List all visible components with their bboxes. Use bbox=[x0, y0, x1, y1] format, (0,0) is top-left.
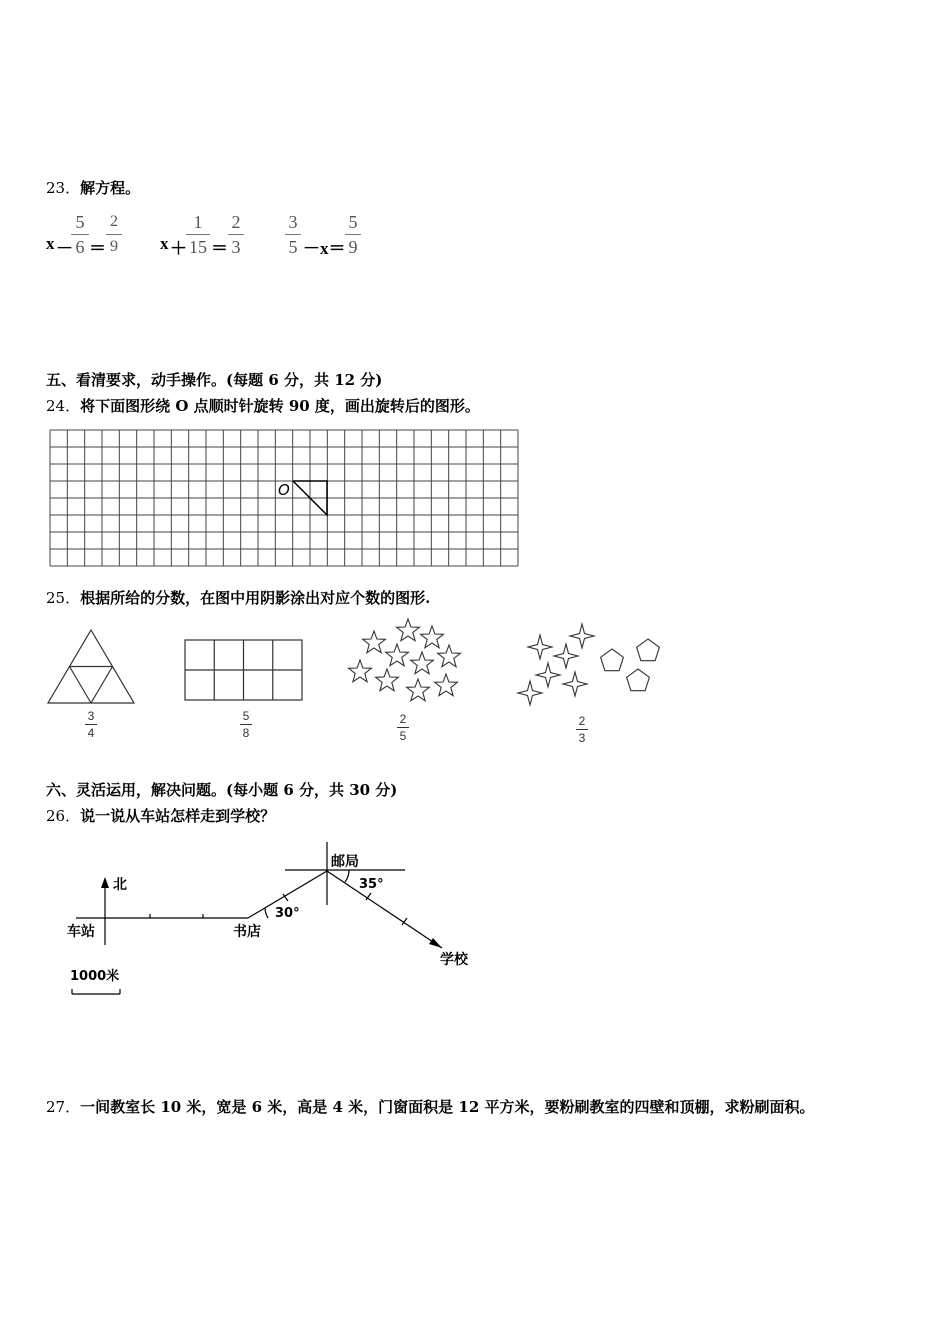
eq2-num-1: 1 bbox=[193, 212, 203, 232]
q25-triangle-figure bbox=[48, 630, 134, 703]
q25-sparkles-figure bbox=[518, 624, 659, 705]
eq2-var: x bbox=[160, 234, 169, 253]
pentagon-icon bbox=[627, 669, 650, 691]
q25-fraction-2-den: 8 bbox=[242, 726, 250, 740]
label-north: 北 bbox=[113, 877, 127, 893]
sparkle-icon bbox=[554, 644, 578, 668]
q24-text: 将下面图形绕 O 点顺时针旋转 90 度，画出旋转后的图形。 bbox=[80, 397, 480, 415]
q25-text: 根据所给的分数，在图中用阴影涂出对应个数的图形. bbox=[80, 589, 431, 607]
q25-fraction-2-num: 5 bbox=[242, 709, 250, 723]
q25-fraction-3-den: 5 bbox=[399, 729, 407, 743]
q25-number: 25． bbox=[46, 589, 81, 607]
eq2-den-1: 15 bbox=[189, 237, 207, 257]
eq3-num-2: 5 bbox=[348, 212, 358, 232]
q25-stars-figure bbox=[349, 619, 461, 701]
q25-fraction-4-den: 3 bbox=[578, 731, 586, 745]
q25-fraction-3-num: 2 bbox=[399, 712, 407, 726]
star-icon bbox=[411, 652, 434, 674]
eq2-num-2: 2 bbox=[231, 212, 241, 232]
q25-rectangle-figure bbox=[185, 640, 302, 700]
eq1-equals: ＝ bbox=[89, 239, 106, 258]
eq2-den-2: 3 bbox=[231, 237, 241, 257]
q27-number: 27． bbox=[46, 1098, 81, 1116]
q25-fraction-4-num: 2 bbox=[578, 714, 586, 728]
q25-fraction-1 bbox=[85, 709, 97, 740]
q26-map bbox=[72, 842, 442, 994]
eq2-op: ＋ bbox=[170, 239, 187, 258]
label-station: 车站 bbox=[67, 924, 95, 940]
label-scale: 1000米 bbox=[70, 969, 120, 984]
eq1-den-1: 6 bbox=[75, 237, 85, 257]
q24-point-o: O bbox=[278, 481, 290, 499]
sparkle-icon bbox=[528, 635, 552, 659]
star-icon bbox=[386, 644, 409, 666]
sparkle-icon bbox=[518, 681, 542, 705]
north-arrow-icon bbox=[101, 877, 109, 888]
q23-title: 解方程。 bbox=[80, 179, 141, 197]
q25-fraction-1-num: 3 bbox=[87, 709, 95, 723]
sparkle-icon bbox=[570, 624, 594, 648]
q27-heading bbox=[46, 1096, 815, 1117]
q25-fraction-1-den: 4 bbox=[87, 726, 95, 740]
q25-fraction-2 bbox=[240, 709, 252, 740]
section-5-title: 五、看清要求，动手操作。(每题 6 分，共 12 分) bbox=[46, 371, 383, 389]
q26-text: 说一说从车站怎样走到学校？ bbox=[80, 807, 276, 825]
q25-fraction-4 bbox=[576, 714, 588, 745]
pentagon-icon bbox=[637, 639, 660, 661]
eq1-num-1: 5 bbox=[75, 212, 85, 232]
label-angle-30: 30° bbox=[275, 906, 300, 921]
road-post-school bbox=[327, 871, 442, 948]
star-icon bbox=[438, 645, 461, 667]
eq2-equals: ＝ bbox=[211, 239, 228, 258]
sparkle-icon bbox=[563, 672, 587, 696]
label-post-office: 邮局 bbox=[331, 854, 359, 870]
label-bookstore: 书店 bbox=[233, 924, 261, 940]
eq1-num-2: 2 bbox=[110, 213, 118, 230]
eq3-op: －x＝ bbox=[303, 239, 346, 258]
q24-number: 24． bbox=[46, 397, 81, 415]
eq3-den-2: 9 bbox=[348, 237, 358, 257]
q26-number: 26． bbox=[46, 807, 81, 825]
star-icon bbox=[421, 626, 444, 648]
q23-number: 23． bbox=[46, 179, 81, 197]
q25-fraction-3 bbox=[397, 712, 409, 743]
eq1-var: x bbox=[46, 234, 55, 253]
sparkle-icon bbox=[536, 663, 560, 687]
q27-text: 一间教室长 10 米，宽是 6 米，高是 4 米，门窗面积是 12 平方米，要粉刷教室的四壁和顶棚，求粉刷面积。 bbox=[80, 1098, 815, 1116]
eq1-op: － bbox=[56, 239, 73, 258]
q25-heading bbox=[46, 587, 430, 608]
star-icon bbox=[349, 660, 372, 682]
section-6-title: 六、灵活运用，解决问题。(每小题 6 分，共 30 分) bbox=[46, 781, 398, 799]
pentagon-icon bbox=[601, 649, 624, 671]
eq3-den-1: 5 bbox=[288, 237, 298, 257]
q26-heading bbox=[46, 805, 275, 826]
label-school: 学校 bbox=[440, 952, 468, 968]
star-icon bbox=[363, 631, 386, 653]
star-icon bbox=[376, 669, 399, 691]
star-icon bbox=[407, 679, 430, 701]
eq1-den-2: 9 bbox=[110, 238, 118, 255]
star-icon bbox=[435, 674, 458, 696]
eq3-num-1: 3 bbox=[288, 212, 298, 232]
label-angle-35: 35° bbox=[359, 877, 384, 892]
school-arrow-icon bbox=[429, 938, 442, 948]
star-icon bbox=[397, 619, 420, 641]
